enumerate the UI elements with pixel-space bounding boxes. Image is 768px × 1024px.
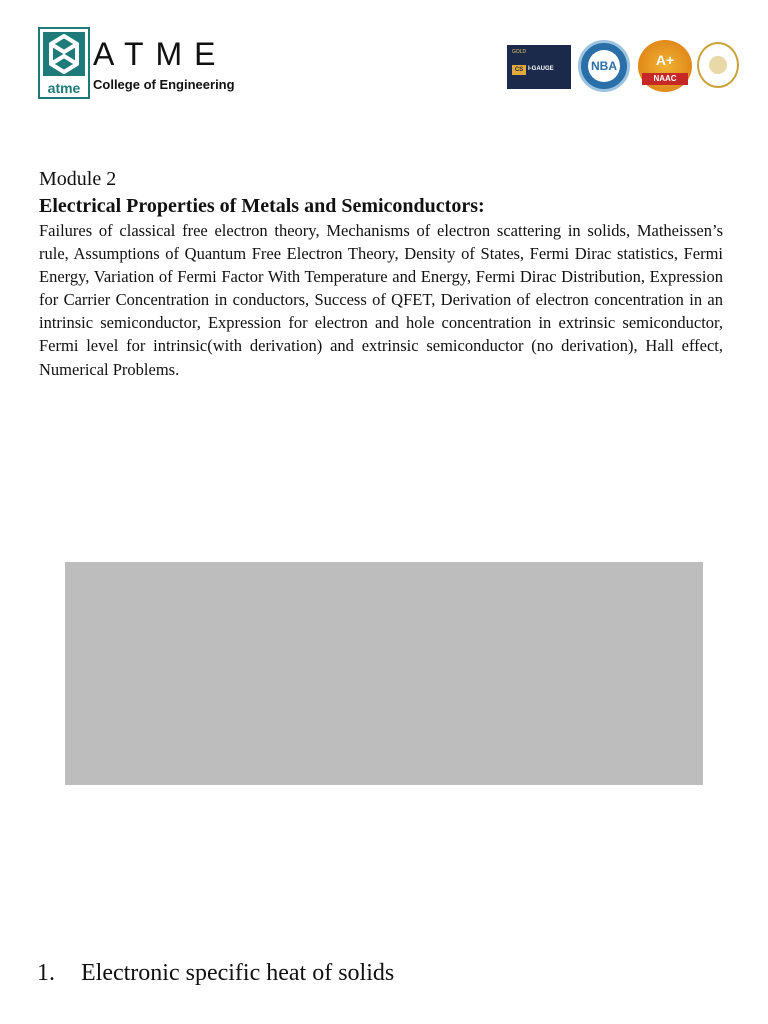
- nba-label: NBA: [588, 50, 620, 82]
- cs-igauge-mark: CS: [512, 65, 526, 75]
- document-header: [0, 0, 768, 110]
- image-placeholder: [65, 562, 703, 785]
- atme-logo-mark-icon: [43, 32, 85, 76]
- topic-title: Electronic specific heat of solids: [81, 960, 395, 986]
- topic-number: 1.: [37, 960, 55, 986]
- university-seal-icon: [697, 42, 739, 88]
- naac-label: NAAC: [642, 73, 688, 85]
- logo-text: atme: [47, 80, 81, 96]
- brand-name: ATME: [93, 36, 228, 72]
- module-title: Module 2: [39, 168, 117, 190]
- brand-subtitle: College of Engineering: [93, 77, 235, 92]
- nba-badge: [578, 40, 630, 92]
- naac-grade: A+: [655, 52, 675, 68]
- atme-logo: [38, 27, 90, 99]
- cs-igauge-badge: [507, 45, 571, 89]
- section-title: Electrical Properties of Metals and Semiconductors:: [39, 195, 485, 217]
- cs-igauge-tier: GOLD: [512, 49, 527, 55]
- naac-badge: [638, 40, 692, 92]
- topic-heading: [37, 960, 394, 987]
- syllabus-text: Failures of classical free electron theory, Mechanisms of electron scattering in solids, Matheissen’s rule, Assumptions of Quantum Free Electron Theory, Density of States, Fermi Dirac statistics, Fermi Energy, Variation of Fermi Factor With Temperature and Energy, Fermi Dirac Distribution, Expression for Carrier Concentration in conductors, Success of QFET, Derivation of electron concentration in an intrinsic semiconductor, Expression for electron and hole concentration in extrinsic semiconductor, Fermi level for intrinsic(with derivation) and extrinsic semiconductor (no derivation), Hall effect, Numerical Problems.: [39, 221, 723, 379]
- cs-igauge-name: I-GAUGE: [528, 66, 554, 72]
